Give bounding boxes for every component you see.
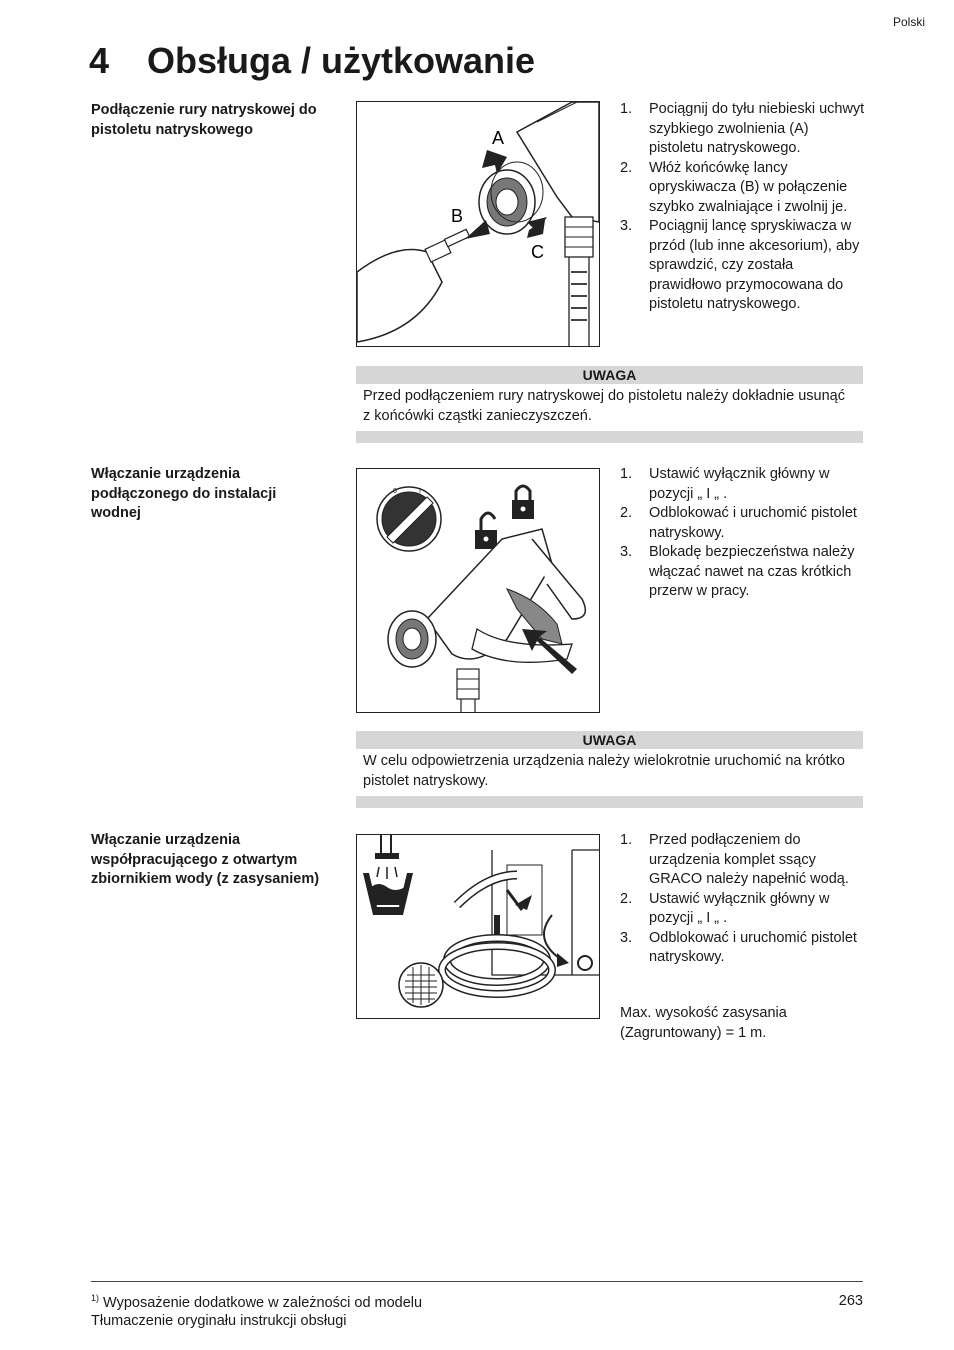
- illustration-spray-gun-lock: [357, 469, 599, 712]
- step-number: 3.: [620, 544, 633, 560]
- step-number: 1.: [620, 832, 633, 848]
- note-box-clean-tip: [356, 366, 863, 443]
- steps-connect-lance: [620, 100, 865, 315]
- step-item: [620, 159, 865, 218]
- step-number: 3.: [620, 218, 633, 234]
- step-item: [620, 543, 865, 602]
- step-item: [620, 890, 865, 929]
- step-number: 2.: [620, 159, 633, 176]
- steps-suction: [620, 831, 865, 968]
- step-item: [620, 929, 865, 968]
- step-text: Ustawić wyłącznik główny w pozycji „ I „ .: [649, 890, 830, 926]
- step-text: Odblokować i uruchomić pistolet natryskowy.: [649, 929, 857, 965]
- section-heading-connect-lance: Podłączenie rury natryskowej do pistoletu natryskowego: [91, 102, 317, 138]
- footer-divider: [91, 1281, 863, 1282]
- step-number: 2.: [620, 505, 633, 521]
- dial-label-0: 0: [393, 488, 397, 495]
- padlock-closed-icon: [512, 486, 534, 519]
- step-item: [620, 831, 865, 890]
- note-text: W celu odpowietrzenia urządzenia należy wielokrotnie uruchomić na krótko pistolet natryskowy.: [363, 753, 845, 789]
- note-box-bleed-air: [356, 731, 863, 808]
- figure-trigger-lock: [356, 468, 600, 713]
- section-heading-water-supply: Włączanie urządzenia podłączonego do instalacji wodnej: [91, 466, 277, 521]
- step-number: 3.: [620, 929, 633, 946]
- chapter-title: [89, 40, 535, 82]
- note-footer-bar: [356, 796, 863, 808]
- chapter-title-text: Obsługa / użytkowanie: [147, 40, 536, 81]
- step-item: [620, 504, 865, 543]
- step-text: Ustawić wyłącznik główny w pozycji „ I „ .: [649, 466, 830, 502]
- step-text: Przed podłączeniem do urządzenia komplet ssący GRACO należy napełnić wodą.: [649, 832, 849, 887]
- padlock-open-icon: [475, 513, 497, 549]
- translation-note: Tłumaczenie oryginału instrukcji obsługi: [91, 1313, 347, 1329]
- section-heading-suction: Włączanie urządzenia współpracującego z otwartym zbiornikiem wody (z zasysaniem): [91, 832, 320, 887]
- footnote-text: Wyposażenie dodatkowe w zależności od modelu: [103, 1294, 423, 1311]
- step-number: 1.: [620, 466, 633, 482]
- figure-suction-kit: [356, 834, 600, 1019]
- step-item: [620, 217, 865, 315]
- note-title: UWAGA: [356, 731, 863, 749]
- step-number: 1.: [620, 101, 633, 117]
- step-text: Blokadę bezpieczeństwa należy włączać nawet na czas krótkich przerw w pracy.: [649, 544, 855, 599]
- step-text: Odblokować i uruchomić pistolet natryskowy.: [649, 505, 857, 541]
- illustration-suction-hose: [357, 835, 599, 1018]
- steps-water-supply: [620, 465, 865, 602]
- step-item: [620, 100, 865, 159]
- language-label: Polski: [892, 15, 925, 29]
- step-text: Pociągnij do tyłu niebieski uchwyt szybkiego zwolnienia (A) pistoletu natryskowego.: [649, 101, 865, 156]
- page-number: 263: [838, 1293, 863, 1309]
- note-footer-bar: [356, 431, 863, 443]
- step-text: Pociągnij lancę spryskiwacza w przód (lub inne akcesorium), aby sprawdzić, czy została prawidłowo przymocowana do pistoletu natryskowego.: [649, 218, 860, 312]
- note-title: UWAGA: [356, 366, 863, 384]
- step-item: [620, 465, 865, 504]
- dial-label-1: I: [419, 488, 421, 495]
- label-b: B: [451, 206, 464, 226]
- note-text: Przed podłączeniem rury natryskowej do pistoletu należy dokładnie usunąć z końcówki cząstki zanieczyszczeń.: [363, 388, 845, 424]
- suction-height-note: Max. wysokość zasysania (Zagruntowany) = 1 m.: [620, 1005, 787, 1041]
- label-c: C: [531, 242, 544, 262]
- footnote-mark: 1): [91, 1293, 100, 1303]
- label-a: A: [492, 128, 505, 148]
- step-text: Włóż końcówkę lancy opryskiwacza (B) w połączenie szybko zwalniające i zwolnij je.: [649, 159, 848, 215]
- chapter-number: 4: [89, 40, 110, 81]
- illustration-lance-quick-coupling: [357, 102, 599, 346]
- figure-connect-lance: [356, 101, 600, 347]
- footnote: [91, 1293, 422, 1311]
- step-number: 2.: [620, 890, 633, 907]
- water-container-icon: [363, 835, 413, 915]
